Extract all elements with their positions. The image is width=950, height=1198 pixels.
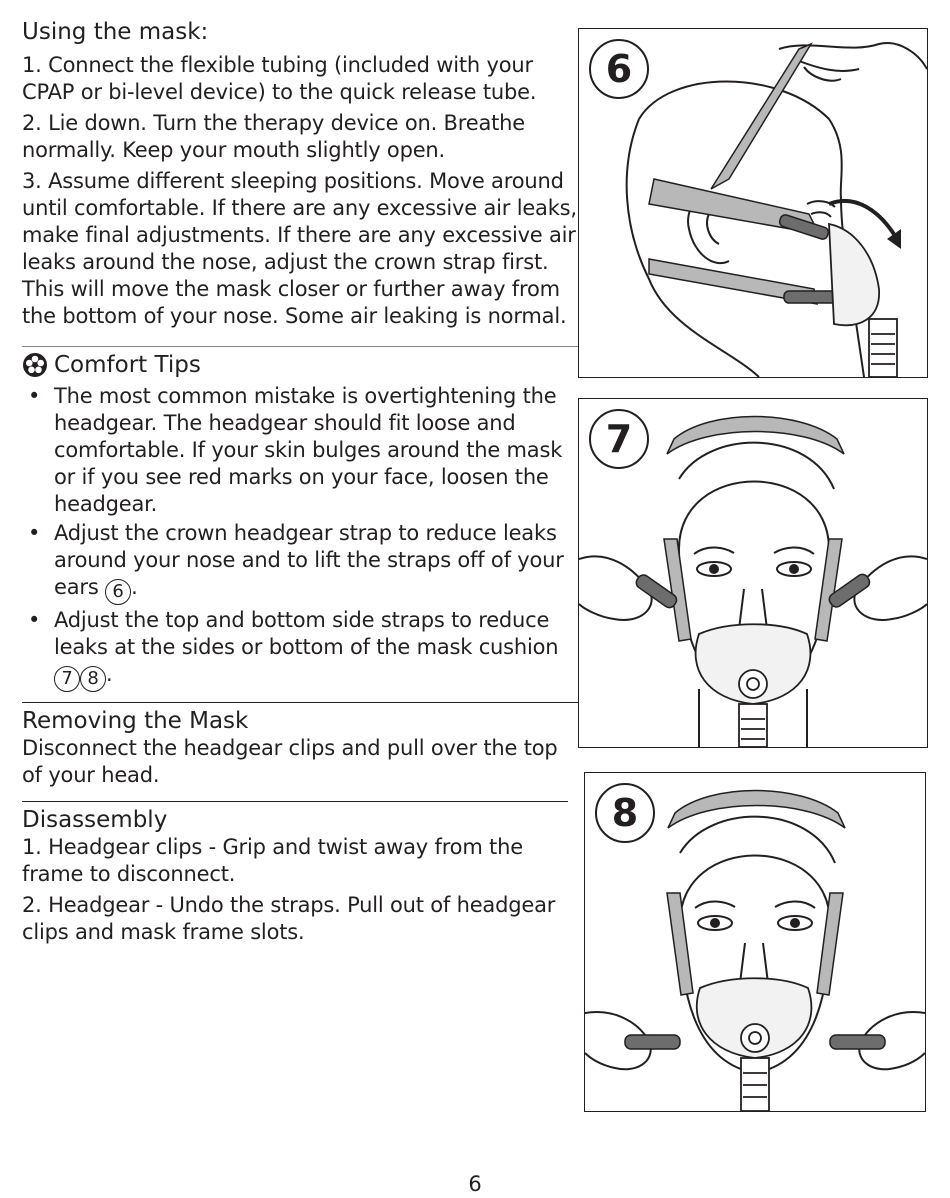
list-item — [22, 520, 578, 605]
figure-ref: 7 — [54, 666, 80, 692]
period: . — [106, 662, 113, 686]
period: . — [131, 575, 138, 599]
figure-7 — [578, 398, 928, 748]
page-number: 6 — [468, 1172, 482, 1196]
divider — [22, 801, 568, 802]
figure-ref: 8 — [80, 666, 106, 692]
comfort-tips-heading: Comfort Tips — [54, 352, 201, 378]
bullet: • — [28, 521, 41, 545]
figure-number: 6 — [589, 39, 649, 99]
list-item — [22, 607, 578, 692]
tip-text: The most common mistake is overtightening the headgear. The headgear should fit loose and comfortable. If your skin bulges around the mask or if you see red marks on your face, loosen the headgear. — [54, 384, 563, 516]
using-step-2: 2. Lie down. Turn the therapy device on. Breathe normally. Keep your mouth slightly open. — [22, 111, 525, 162]
removing-text: Disconnect the headgear clips and pull over the top of your head. — [22, 736, 558, 787]
figure-number: 8 — [595, 783, 655, 843]
divider — [22, 702, 578, 703]
tip-text: Adjust the crown headgear strap to reduce leaks around your nose and to lift the straps off of your ears — [54, 521, 564, 599]
disassembly-heading: Disassembly — [22, 807, 168, 833]
disassembly-step-1: 1. Headgear clips - Grip and twist away from the frame to disconnect. — [22, 835, 523, 886]
figure-8 — [584, 772, 926, 1112]
flower-icon — [22, 352, 48, 378]
list-item — [22, 383, 578, 518]
figure-6 — [578, 28, 928, 378]
using-step-3: 3. Assume different sleeping positions. Move around until comfortable. If there are any excessive air leaks, make final adjustments. If there are any excessive air leaks around the nose, adjust the crown strap first. This will move the mask closer or further away from the bottom of your nose. Some air leaking is normal. — [22, 169, 577, 328]
tip-text: Adjust the top and bottom side straps to reduce leaks at the sides or bottom of the mask cushion — [54, 608, 559, 659]
figure-ref: 6 — [105, 579, 131, 605]
comfort-tips-header — [22, 351, 578, 379]
using-step-1: 1. Connect the flexible tubing (included with your CPAP or bi-level device) to the quick release tube. — [22, 53, 537, 104]
divider — [22, 346, 578, 347]
removing-heading: Removing the Mask — [22, 708, 249, 734]
text-column — [22, 18, 578, 950]
bullet: • — [28, 384, 41, 408]
disassembly-step-2: 2. Headgear - Undo the straps. Pull out of headgear clips and mask frame slots. — [22, 893, 556, 944]
using-heading: Using the mask: — [22, 19, 209, 45]
comfort-tips-list — [22, 383, 578, 692]
figure-number: 7 — [589, 409, 649, 469]
bullet: • — [28, 608, 41, 632]
